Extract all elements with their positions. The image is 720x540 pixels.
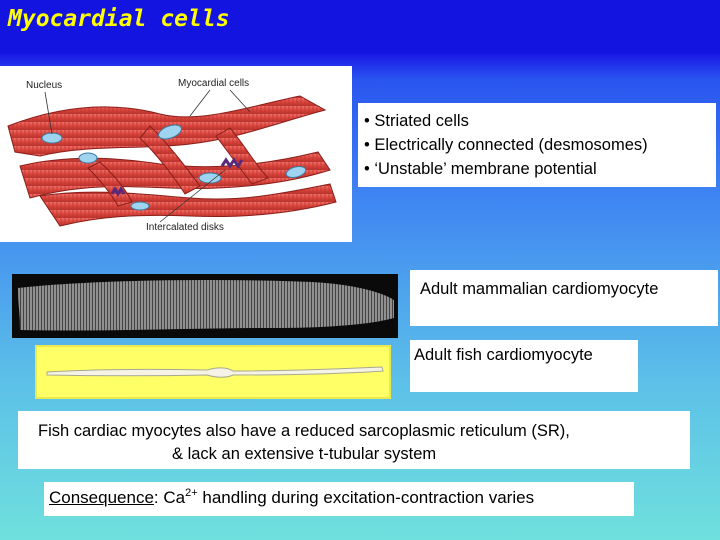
bullet-item: • Electrically connected (desmosomes) — [364, 136, 648, 154]
mammalian-caption-box — [410, 270, 718, 326]
consequence-text — [49, 488, 534, 508]
myocardial-cells-diagram — [0, 66, 352, 242]
consequence-label: Consequence — [49, 488, 154, 507]
intercalated-disks-label: Intercalated disks — [146, 222, 224, 233]
fish-caption-box — [410, 340, 638, 392]
bullet-list — [358, 103, 716, 187]
fish-note-box — [18, 411, 690, 469]
nucleus-label: Nucleus — [26, 80, 63, 91]
calcium-charge: 2+ — [185, 487, 198, 499]
fish-cell-micrograph — [37, 347, 389, 397]
consequence-rest: handling during excitation-contraction varies — [197, 488, 535, 507]
bullet-item: • ‘Unstable’ membrane potential — [364, 160, 597, 178]
mammalian-cell-micrograph — [12, 274, 398, 338]
mammalian-cardiomyocyte-image — [12, 274, 398, 338]
fish-note-line1: Fish cardiac myocytes also have a reduced sarcoplasmic reticulum (SR), — [38, 422, 570, 440]
myocardial-cells-label: Myocardial cells — [178, 78, 250, 89]
slide-title: Myocardial cells — [8, 6, 230, 32]
bullet-item: • Striated cells — [364, 112, 469, 130]
consequence-box — [44, 482, 634, 516]
mammalian-caption: Adult mammalian cardiomyocyte — [420, 280, 659, 298]
consequence-colon: : Ca — [153, 488, 186, 507]
fish-cardiomyocyte-image — [35, 345, 391, 399]
fish-note-line2: & lack an extensive t-tubular system — [172, 445, 437, 463]
fish-caption: Adult fish cardiomyocyte — [414, 346, 593, 364]
muscle-fibers-illustration — [0, 66, 352, 242]
